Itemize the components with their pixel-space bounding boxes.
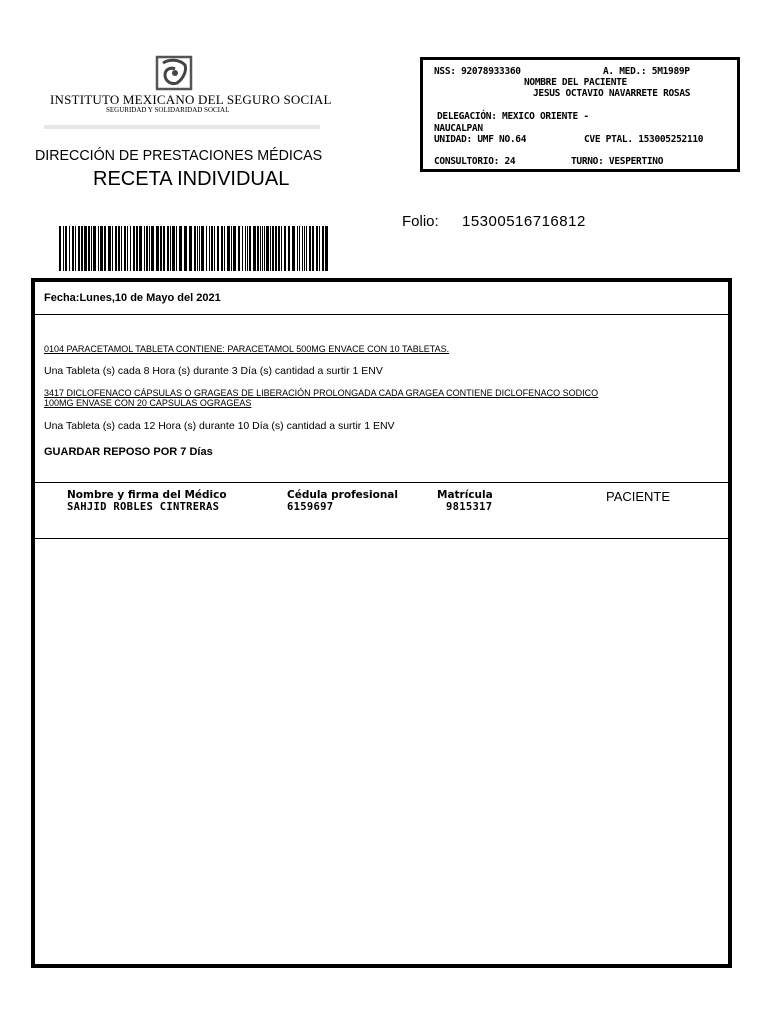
doctor-name: SAHJID ROBLES CINTRERAS [67,501,220,513]
signature-right-border [731,482,732,538]
document-title: RECETA INDIVIDUAL [93,168,290,190]
prescription-date: Fecha:Lunes,10 de Mayo del 2021 [44,292,221,304]
consultorio: CONSULTORIO: 24 [434,156,516,167]
cve-ptal: CVE PTAL. 153005252110 [584,134,704,145]
medication-2-description: 3417 DICLOFENACO CÁPSULAS O GRAGEAS DE LIBERACIÓN PROLONGADA CADA GRAGEA CONTIENE DICLOFENACO SODICO 100MG ENVASE CON 20 CAPSULAS OGRAGEAS [44,388,599,408]
nss: NSS: 92078933360 [434,66,521,77]
matricula-label: Matrícula [437,489,493,501]
patient-name-label: NOMBRE DEL PACIENTE [524,77,627,88]
cedula-value: 6159697 [287,501,334,513]
folio-label: Folio: [402,213,439,230]
header-divider [44,125,320,129]
institution-name: INSTITUTO MEXICANO DEL SEGURO SOCIAL [50,92,332,107]
medication-1-dose: Una Tableta (s) cada 8 Hora (s) durante 3 Día (s) cantidad a surtir 1 ENV [44,365,383,377]
delegacion-cont: NAUCALPAN [434,123,483,134]
signature-divider [35,538,728,539]
date-divider [35,314,728,315]
unidad: UNIDAD: UMF NO.64 [434,134,527,145]
patient-info-box [420,57,740,172]
body-divider [35,482,728,483]
patient-signature-label: PACIENTE [606,489,671,504]
imss-eagle-logo-icon [153,55,195,91]
prescription-box [31,278,732,968]
institution-tagline: SEGURIDAD Y SOLIDARIDAD SOCIAL [106,106,230,114]
folio-value: 15300516716812 [462,213,586,230]
cedula-label: Cédula profesional [287,489,398,501]
turno: TURNO: VESPERTINO [571,156,664,167]
direction-title: DIRECCIÓN DE PRESTACIONES MÉDICAS [35,147,323,164]
medication-2-dose: Una Tableta (s) cada 12 Hora (s) durante 10 Día (s) cantidad a surtir 1 ENV [44,420,395,432]
doctor-label: Nombre y firma del Médico [67,489,227,501]
delegacion: DELEGACIÓN: MEXICO ORIENTE - [437,111,589,122]
barcode-icon [59,226,331,271]
matricula-value: 9815317 [446,501,493,513]
a-med: A. MED.: 5M1989P [603,66,690,77]
medication-1-description: 0104 PARACETAMOL TABLETA CONTIENE: PARACETAMOL 500MG ENVACE CON 10 TABLETAS. [44,344,450,354]
patient-name: JESUS OCTAVIO NAVARRETE ROSAS [533,88,691,99]
rest-note: GUARDAR REPOSO POR 7 Días [44,446,213,458]
